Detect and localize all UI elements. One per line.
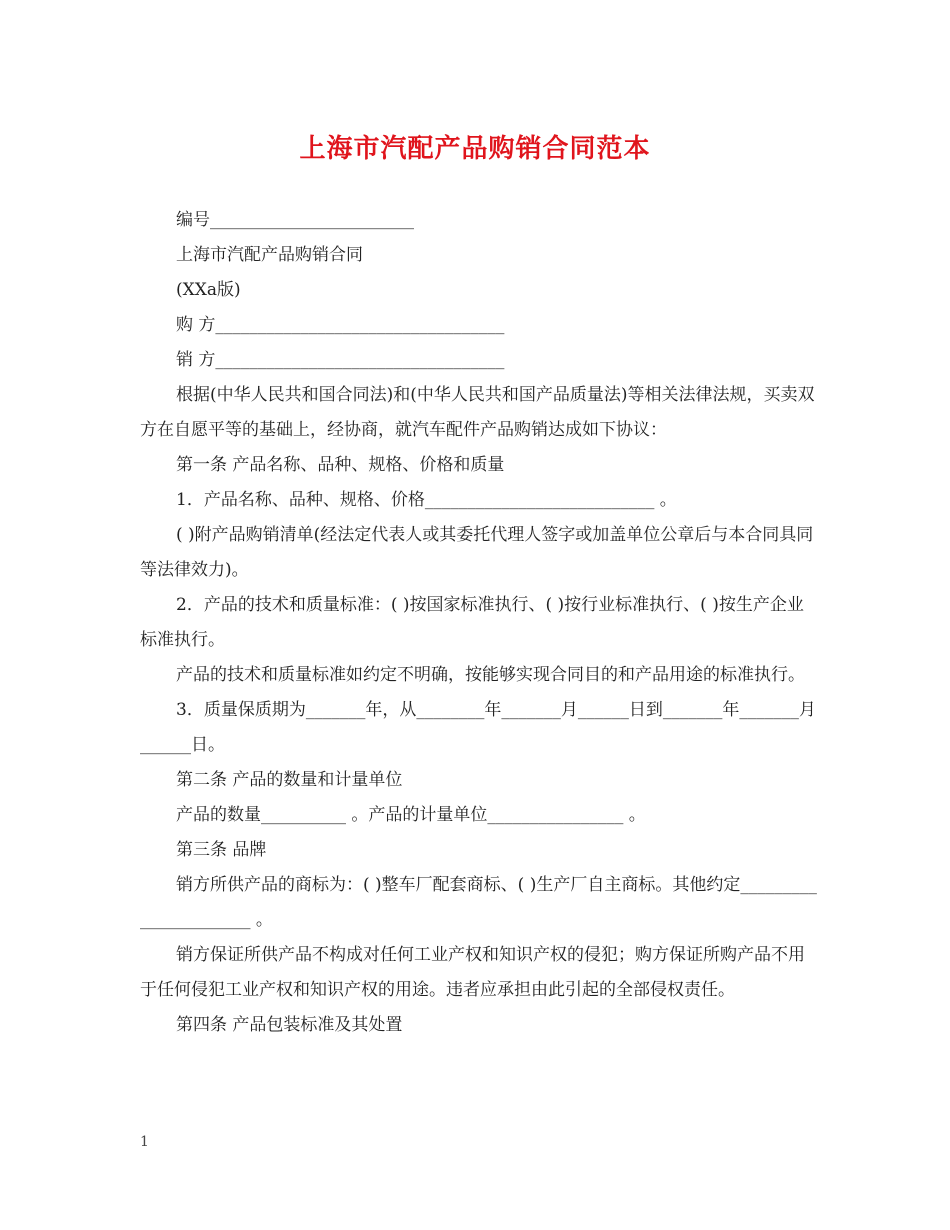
article-3-heading: 第三条 品牌 — [176, 840, 267, 860]
article-2-heading: 第二条 产品的数量和计量单位 — [176, 770, 403, 790]
clause-standard-unclear: 产品的技术和质量标准如约定不明确，按能够实现合同目的和产品用途的标准执行。 — [176, 665, 805, 685]
contract-name: 上海市汽配产品购销合同 — [176, 245, 363, 265]
clause-ip-guarantee: 销方保证所供产品不构成对任何工业产权和知识产权的侵犯；购方保证所购产品不用于任何侵犯工业产权和知识产权的用途。违者应承担由此引起的全部侵权责任。 — [140, 945, 805, 1000]
clause-1-3: 3．质量保质期为_______年，从________年_______月______日到_______年_______月______日。 — [140, 700, 816, 755]
clause-1-1: 1．产品名称、品种、规格、价格___________________________ 。 — [176, 490, 677, 510]
clause-attachment: ( )附产品购销清单(经法定代表人或其委托代理人签字或加盖单位公章后与本合同具同等法律效力)。 — [140, 525, 814, 580]
buyer-line: 购 方__________________________________ — [176, 315, 505, 335]
contract-version: (XXa版) — [176, 280, 241, 300]
article-1-heading: 第一条 产品名称、品种、规格、价格和质量 — [176, 455, 505, 475]
document-body — [140, 203, 820, 1043]
page-number: 1 — [140, 1134, 149, 1150]
preamble-paragraph: 根据(中华人民共和国合同法)和(中华人民共和国产品质量法)等相关法律法规，买卖双方在自愿平等的基础上，经协商，就汽车配件产品购销达成如下协议： — [140, 385, 815, 440]
clause-quantity: 产品的数量__________ 。产品的计量单位________________ 。 — [176, 805, 646, 825]
serial-number-line: 编号________________________ — [176, 210, 414, 230]
clause-trademark: 销方所供产品的商标为：( )整车厂配套商标、( )生产厂自主商标。其他约定______________________ 。 — [140, 875, 817, 930]
clause-1-2: 2．产品的技术和质量标准：( )按国家标准执行、( )按行业标准执行、( )按生产企业标准执行。 — [140, 595, 804, 650]
article-4-heading: 第四条 产品包装标准及其处置 — [176, 1015, 403, 1035]
seller-line: 销 方__________________________________ — [176, 350, 505, 370]
document-title: 上海市汽配产品购销合同范本 — [299, 134, 651, 164]
